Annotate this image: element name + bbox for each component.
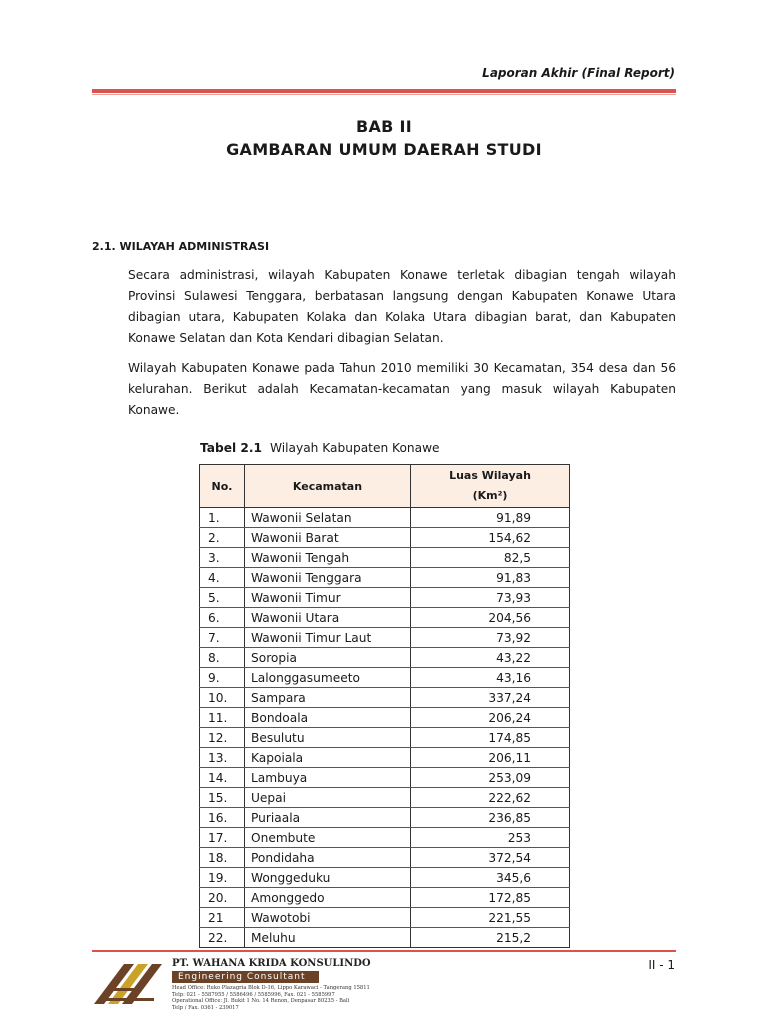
address-line: Operational Office: Jl. Bukit 1 No. 14 Renon, Denpasar 80235 - Bali [172,998,350,1004]
table-caption-text: Wilayah Kabupaten Konawe [269,441,440,455]
header-divider-thin [92,94,676,95]
row-kecamatan: Onembute [245,828,411,848]
row-number: 13. [200,748,245,768]
row-number: 17. [200,828,245,848]
table-row [200,908,570,928]
row-kecamatan: Kapoiala [245,748,411,768]
table-caption-label: Tabel 2.1 [200,441,262,455]
table-row [200,628,570,648]
table-row [200,568,570,588]
table-row [200,508,570,528]
row-area: 172,85 [411,888,570,908]
row-number: 1. [200,508,245,528]
table-row [200,668,570,688]
table-row [200,828,570,848]
address-line: Head Office: Ruko Plazagria Blok D-16, Lippo Karawaci - Tangerang 15811 [172,985,370,991]
row-area: 345,6 [411,868,570,888]
row-area: 222,62 [411,788,570,808]
row-kecamatan: Wawonii Timur [245,588,411,608]
table-row [200,808,570,828]
row-kecamatan: Uepai [245,788,411,808]
row-area: 91,83 [411,568,570,588]
row-kecamatan: Wawonii Timur Laut [245,628,411,648]
company-address [172,985,372,1011]
row-kecamatan: Wawonii Tengah [245,548,411,568]
row-number: 7. [200,628,245,648]
row-kecamatan: Wawotobi [245,908,411,928]
row-number: 4. [200,568,245,588]
row-number: 12. [200,728,245,748]
paragraph-2: Wilayah Kabupaten Konawe pada Tahun 2010 memiliki 30 Kecamatan, 354 desa dan 56 kelurahan. Berikut adalah Kecamatan-kecamatan yang masuk wilayah Kabupaten Konawe. [128,361,676,417]
header-divider [92,89,676,93]
paragraph-1: Secara administrasi, wilayah Kabupaten Konawe terletak dibagian tengah wilayah Provinsi Sulawesi Tenggara, berbatasan langsung dengan Kabupaten Konawe Utara dibagian utara, Kabupaten Kolaka dan Kolaka Utara dibagian barat, dan Kabupaten Konawe Selatan dan Kota Kendari dibagian Selatan. [128,268,676,345]
row-number: 19. [200,868,245,888]
row-number: 3. [200,548,245,568]
district-table [199,464,570,948]
row-number: 8. [200,648,245,668]
row-area: 73,92 [411,628,570,648]
table-row [200,648,570,668]
section-heading: 2.1. WILAYAH ADMINISTRASI [92,240,270,253]
row-kecamatan: Wawonii Barat [245,528,411,548]
row-kecamatan: Lambuya [245,768,411,788]
header-luas-label: Luas Wilayah [449,469,531,482]
row-area: 206,24 [411,708,570,728]
table-row [200,888,570,908]
row-area: 236,85 [411,808,570,828]
table-row [200,928,570,948]
row-kecamatan: Wawonii Utara [245,608,411,628]
address-line: Telp / Fax. 0361 - 239017 [172,1004,239,1011]
row-area: 253 [411,828,570,848]
table-row [200,588,570,608]
row-kecamatan: Amonggedo [245,888,411,908]
table-row [200,788,570,808]
company-name: PT. WAHANA KRIDA KONSULINDO [172,958,371,969]
row-kecamatan: Soropia [245,648,411,668]
header-luas-unit: (Km²) [472,489,508,502]
header-luas [411,465,570,508]
row-area: 91,89 [411,508,570,528]
table-row [200,608,570,628]
row-area: 253,09 [411,768,570,788]
row-kecamatan: Meluhu [245,928,411,948]
row-number: 2. [200,528,245,548]
address-line: Telp: 021 - 5587955 / 5586496 / 5585996, Fax. 021 - 5585997 [172,991,335,998]
row-kecamatan: Sampara [245,688,411,708]
row-area: 372,54 [411,848,570,868]
row-number: 18. [200,848,245,868]
row-kecamatan: Wawonii Selatan [245,508,411,528]
row-number: 6. [200,608,245,628]
table-row [200,748,570,768]
row-kecamatan: Puriaala [245,808,411,828]
page-number: II - 1 [648,958,675,972]
row-number: 20. [200,888,245,908]
table-body [200,508,570,948]
table-row [200,548,570,568]
row-area: 43,16 [411,668,570,688]
footer-divider [92,950,676,952]
row-kecamatan: Pondidaha [245,848,411,868]
table-row [200,848,570,868]
row-kecamatan: Bondoala [245,708,411,728]
row-area: 221,55 [411,908,570,928]
row-kecamatan: Wonggeduku [245,868,411,888]
row-number: 16. [200,808,245,828]
table-header-row [200,465,570,508]
row-area: 82,5 [411,548,570,568]
table-row [200,728,570,748]
header-no: No. [200,465,245,508]
row-number: 15. [200,788,245,808]
row-area: 206,11 [411,748,570,768]
table-row [200,768,570,788]
row-kecamatan: Besulutu [245,728,411,748]
chapter-number: BAB II [355,117,413,136]
row-area: 215,2 [411,928,570,948]
row-number: 21 [200,908,245,928]
row-area: 204,56 [411,608,570,628]
row-number: 5. [200,588,245,608]
row-kecamatan: Lalonggasumeeto [245,668,411,688]
row-number: 11. [200,708,245,728]
company-tagline: Engineering Consultant [172,971,319,983]
table-row [200,688,570,708]
row-number: 14. [200,768,245,788]
table-row [200,708,570,728]
row-area: 73,93 [411,588,570,608]
report-title: Laporan Akhir (Final Report) [482,66,675,80]
table-row [200,868,570,888]
row-kecamatan: Wawonii Tenggara [245,568,411,588]
table-caption [200,441,440,455]
company-logo-icon [94,958,164,1004]
row-number: 9. [200,668,245,688]
row-area: 174,85 [411,728,570,748]
company-block [172,958,372,1011]
chapter-title: GAMBARAN UMUM DAERAH STUDI [226,140,542,159]
row-number: 10. [200,688,245,708]
header-kecamatan: Kecamatan [245,465,411,508]
table-row [200,528,570,548]
row-number: 22. [200,928,245,948]
row-area: 43,22 [411,648,570,668]
row-area: 154,62 [411,528,570,548]
row-area: 337,24 [411,688,570,708]
